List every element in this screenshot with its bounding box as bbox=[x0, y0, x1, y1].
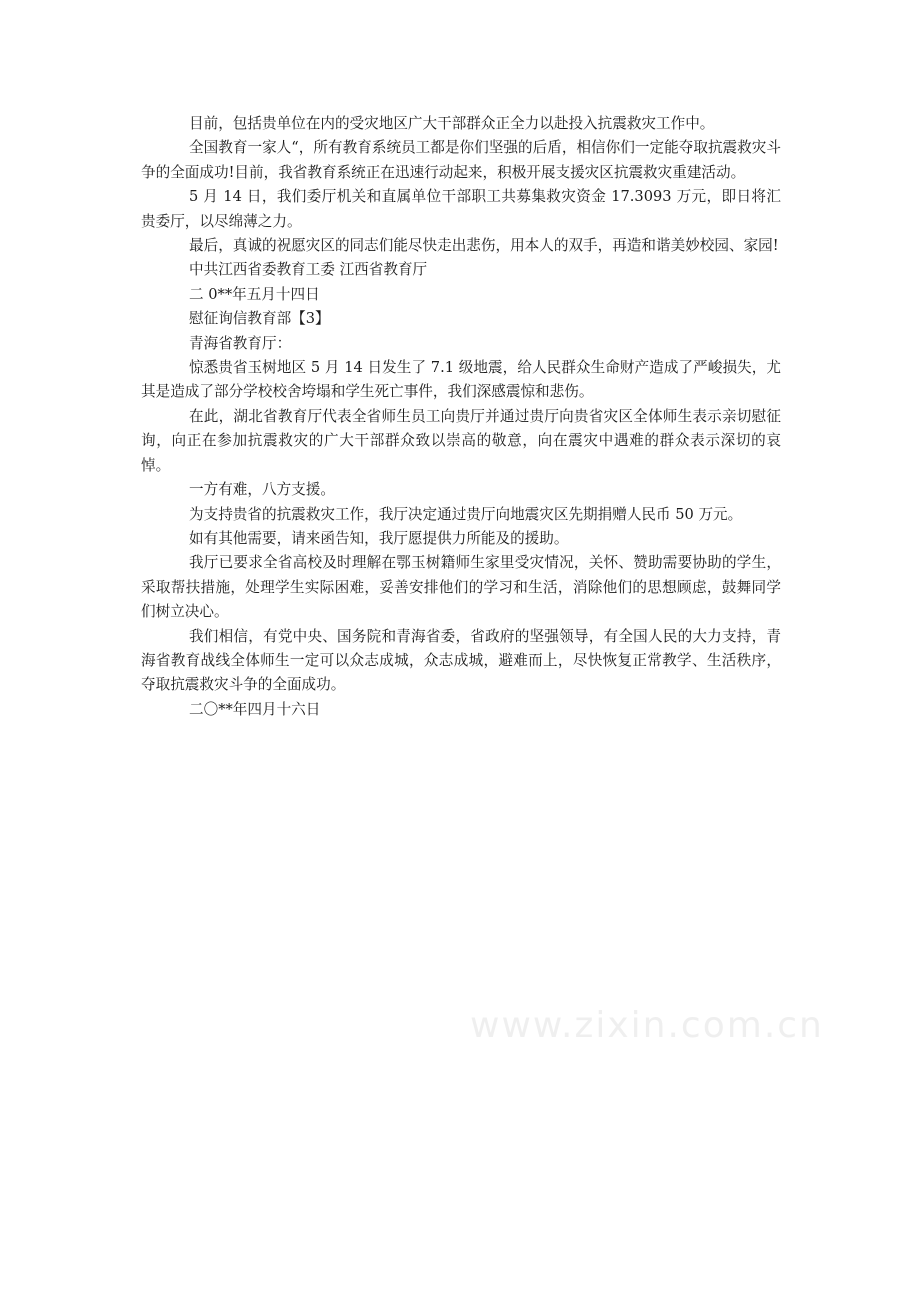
paragraph-9: 如有其他需要，请来函告知，我厅愿提供力所能及的援助。 bbox=[189, 529, 569, 547]
letter-date: 二〇**年四月十六日 bbox=[189, 700, 321, 718]
paragraph-11: 我们相信，有党中央、国务院和青海省委，省政府的坚强领导，有全国人民的大力支持，青海省教育战线全体师生一定可以众志成城，众志成城，避难而上，尽快恢复正常教学、生活秩序，夺取抗震救灾斗争的全面成功。 bbox=[141, 627, 781, 694]
paragraph-6: 在此，湖北省教育厅代表全省师生员工向贵厅并通过贵厅向贵省灾区全体师生表示亲切慰征询，向正在参加抗震救灾的广大干部群众致以崇高的敬意，向在震灾中遇难的群众表示深切的哀悼。 bbox=[141, 407, 781, 474]
section-heading: 慰征询信教育部【3】 bbox=[189, 310, 330, 328]
paragraph-4: 最后，真诚的祝愿灾区的同志们能尽快走出悲伤，用本人的双手，再造和谐美妙校园、家园! bbox=[189, 237, 779, 255]
signature-date: 二 0**年五月十四日 bbox=[189, 285, 320, 303]
paragraph-8: 为支持贵省的抗震救灾工作，我厅决定通过贵厅向地震灾区先期捐赠人民币 50 万元。 bbox=[189, 505, 743, 523]
document-body bbox=[141, 112, 781, 722]
paragraph-10: 我厅已要求全省高校及时理解在鄂玉树籍师生家里受灾情况，关怀、赞助需要协助的学生，采取帮扶措施，处理学生实际困难，妥善安排他们的学习和生活，消除他们的思想顾虑，鼓舞同学们树立决心。 bbox=[141, 554, 781, 621]
paragraph-3: 5 月 14 日，我们委厅机关和直属单位干部职工共募集救灾资金 17.3093 万元，即日将汇贵委厅，以尽绵薄之力。 bbox=[141, 188, 781, 230]
paragraph-1: 目前，包括贵单位在内的受灾地区广大干部群众正全力以赴投入抗震救灾工作中。 bbox=[189, 115, 715, 132]
watermark: www.zixin.com.cn bbox=[470, 1005, 824, 1046]
paragraph-2: 全国教育一家人“，所有教育系统员工都是你们坚强的后盾，相信你们一定能夺取抗震救灾斗争的全面成功!目前，我省教育系统正在迅速行动起来，积极开展支援灾区抗震救灾重建活动。 bbox=[141, 139, 781, 181]
signature-organization: 中共江西省委教育工委 江西省教育厅 bbox=[189, 261, 428, 279]
paragraph-5: 惊悉贵省玉树地区 5 月 14 日发生了 7.1 级地震，给人民群众生命财产造成了严峻损失，尤其是造成了部分学校校舍垮塌和学生死亡事件，我们深感震惊和悲伤。 bbox=[141, 359, 781, 401]
letter-salutation: 青海省教育厅： bbox=[189, 334, 292, 352]
paragraph-7: 一方有难，八方支援。 bbox=[189, 481, 335, 499]
